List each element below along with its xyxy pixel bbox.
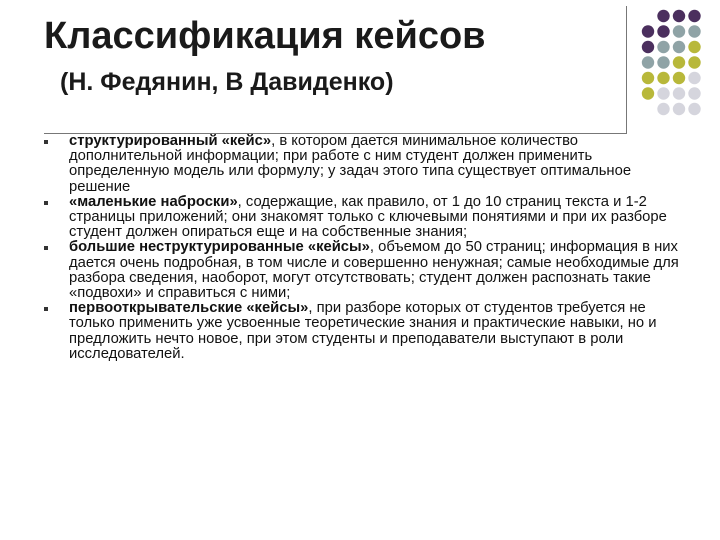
decorative-dot-grid xyxy=(640,8,714,118)
decor-dot xyxy=(673,25,685,37)
decor-dot xyxy=(642,72,654,84)
bullet-text: , в котором дается минимальное количество дополнительной информации; при работе с ним студент должен применить определенную модель или формулу; у задач этого типа существует оптимальное решение xyxy=(69,133,632,195)
decor-dot xyxy=(673,10,685,22)
bullet-text: , содержащие, как правило, от 1 до 10 страниц текста и 1-2 страницы приложений; они знакомят только с ключевыми понятиями и при их разборе студент должен опираться еще и на собственные знания; xyxy=(69,193,667,241)
vertical-divider xyxy=(626,6,627,134)
decor-dot xyxy=(657,41,669,53)
bullet-term: первооткрывательские «кейсы» xyxy=(69,300,309,317)
decor-dot xyxy=(642,87,654,99)
decor-dot xyxy=(688,72,700,84)
decor-dot xyxy=(673,41,685,53)
bullet-text: , объемом до 50 страниц; информация в них дается очень подробная, в том числе и совершенно ненужная; самые необходимые для разбора сведения, наоборот, могут отсутствовать; студент должен распознать такие «подвохи» и справиться с ними; xyxy=(69,239,679,302)
bullet-item xyxy=(44,240,680,301)
bullet-term: «маленькие наброски» xyxy=(69,193,238,210)
decor-dot xyxy=(657,25,669,37)
decor-dot xyxy=(673,56,685,68)
bullet-term: большие неструктурированные «кейсы» xyxy=(69,239,370,256)
slide-title: Классификация кейсов xyxy=(44,15,486,57)
slide-subtitle: (Н. Федянин, В Давиденко) xyxy=(60,68,394,96)
decor-dot xyxy=(688,103,700,115)
decor-dot xyxy=(673,87,685,99)
bullet-text: , при разборе которых от студентов требуется не только применить уже усвоенные теоретические знания и практические навыки, но и предложить нечто новое, при этом студенты и преподаватели выступают в роли исследователей. xyxy=(69,300,657,362)
decor-dot xyxy=(657,103,669,115)
decor-dot xyxy=(642,56,654,68)
bullet-item xyxy=(44,134,680,195)
decor-dot xyxy=(688,10,700,22)
decor-dot xyxy=(657,10,669,22)
bullet-list xyxy=(44,134,680,362)
decor-dot xyxy=(688,87,700,99)
decor-dot xyxy=(657,87,669,99)
decor-dot xyxy=(657,72,669,84)
decor-dot xyxy=(688,56,700,68)
decor-dot xyxy=(673,103,685,115)
bullet-item xyxy=(44,301,680,362)
bullet-item xyxy=(44,195,680,241)
decor-dot xyxy=(642,25,654,37)
bullet-term: структурированный «кейс» xyxy=(69,133,272,149)
decor-dot xyxy=(657,56,669,68)
decor-dot xyxy=(688,25,700,37)
decor-dot xyxy=(642,41,654,53)
decor-dot xyxy=(673,72,685,84)
decor-dot xyxy=(688,41,700,53)
